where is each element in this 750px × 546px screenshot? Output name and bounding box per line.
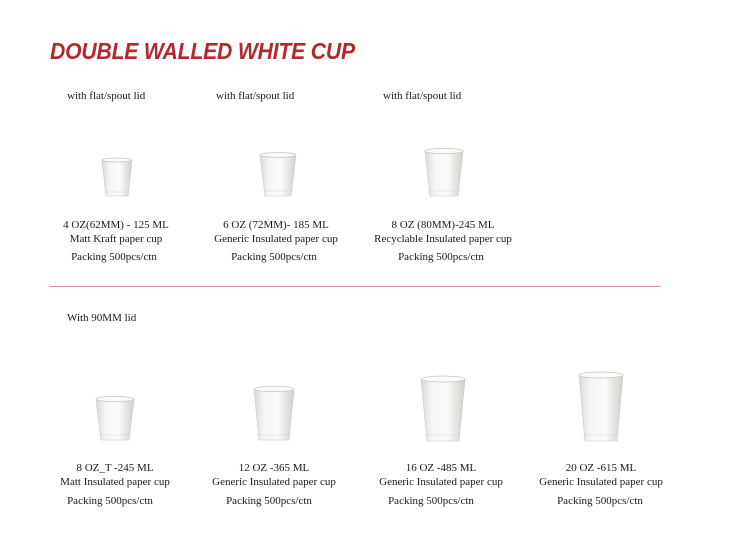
product-type: Generic Insulated paper cup (214, 233, 338, 245)
lid-note: with flat/spout lid (383, 90, 462, 102)
product-packing: Packing 500pcs/ctn (557, 495, 643, 507)
lid-note: with flat/spout lid (216, 90, 295, 102)
product-caption (511, 461, 691, 489)
product-packing: Packing 500pcs/ctn (388, 495, 474, 507)
product-type: Generic Insulated paper cup (212, 476, 336, 488)
cup-image (577, 369, 625, 443)
cup-image (100, 156, 134, 198)
product-name: 20 OZ -615 ML (565, 462, 637, 474)
product-type: Generic Insulated paper cup (379, 476, 503, 488)
product-packing: Packing 500pcs/ctn (398, 251, 484, 263)
product-packing: Packing 500pcs/ctn (71, 251, 157, 263)
product-packing: Packing 500pcs/ctn (231, 251, 317, 263)
product-name: 12 OZ -365 ML (238, 462, 310, 474)
product-name: 8 OZ_T -245 ML (76, 462, 154, 474)
product-caption (26, 218, 206, 246)
product-type: Matt Kraft paper cup (69, 233, 163, 245)
product-name: 6 OZ (72MM)- 185 ML (223, 219, 329, 231)
cup-image (258, 150, 298, 198)
product-caption (351, 461, 531, 489)
page-title: DOUBLE WALLED WHITE CUP (50, 38, 355, 64)
product-caption (25, 461, 205, 489)
product-caption (353, 218, 533, 246)
section-divider (50, 286, 661, 287)
lid-note: With 90MM lid (67, 312, 137, 324)
lid-note: with flat/spout lid (67, 90, 146, 102)
cup-image (423, 146, 465, 198)
product-type: Generic Insulated paper cup (539, 476, 663, 488)
product-type: Recyclable Insulated paper cup (374, 233, 512, 245)
cup-image (94, 394, 136, 442)
product-type: Matt Insulated paper cup (60, 476, 170, 488)
product-caption (186, 218, 366, 246)
product-packing: Packing 500pcs/ctn (226, 495, 312, 507)
product-caption (184, 461, 364, 489)
cup-image (419, 373, 467, 443)
product-packing: Packing 500pcs/ctn (67, 495, 153, 507)
cup-image (252, 384, 296, 442)
product-name: 8 OZ (80MM)-245 ML (391, 219, 495, 231)
product-name: 16 OZ -485 ML (405, 462, 477, 474)
product-name: 4 OZ(62MM) - 125 ML (63, 219, 169, 231)
